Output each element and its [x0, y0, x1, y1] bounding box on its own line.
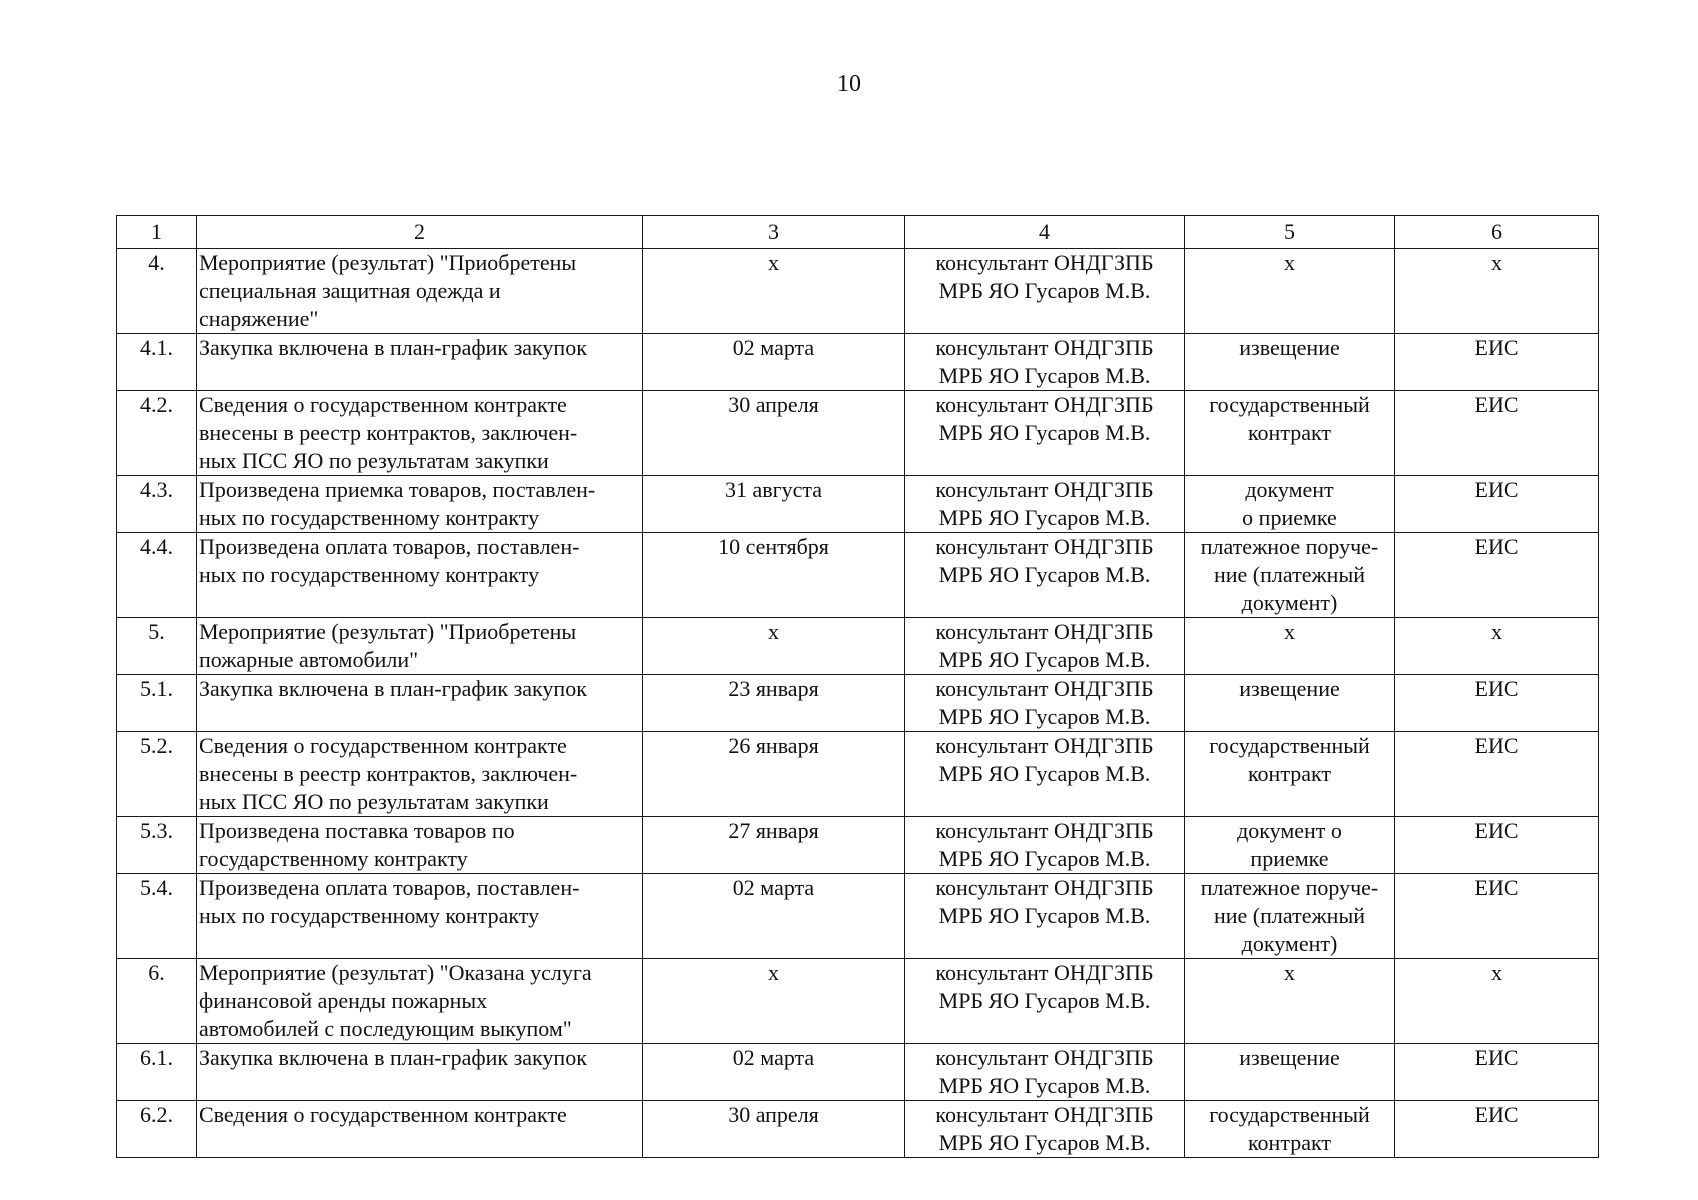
row-name-cell — [197, 874, 643, 959]
row-responsible-cell — [905, 533, 1185, 618]
row-system-cell — [1395, 959, 1599, 1044]
row-responsible: консультант ОНДГЗПБ МРБ ЯО Гусаров М.В. — [935, 534, 1154, 587]
row-responsible: консультант ОНДГЗПБ МРБ ЯО Гусаров М.В. — [935, 619, 1154, 672]
row-name-cell — [197, 334, 643, 391]
row-date-cell — [643, 732, 905, 817]
row-name-cell — [197, 391, 643, 476]
row-document: документ о приемке — [1242, 477, 1337, 530]
row-system: ЕИС — [1474, 1102, 1519, 1127]
row-number: 5.2. — [140, 733, 173, 758]
row-date-cell — [643, 874, 905, 959]
row-system-cell — [1395, 533, 1599, 618]
row-name-cell — [197, 476, 643, 533]
row-date: 30 апреля — [728, 392, 819, 417]
row-document-cell — [1185, 675, 1395, 732]
row-name: Произведена приемка товаров, поставлен- ных по государственному контракту — [199, 477, 596, 530]
row-document-cell — [1185, 533, 1395, 618]
row-responsible-cell — [905, 334, 1185, 391]
row-system: ЕИС — [1474, 335, 1519, 360]
row-name: Закупка включена в план-график закупок — [199, 676, 587, 701]
row-system-cell — [1395, 732, 1599, 817]
row-number: 5.1. — [140, 676, 173, 701]
measures-table — [116, 215, 1599, 1158]
row-date: 02 марта — [732, 1045, 815, 1070]
row-system-cell — [1395, 391, 1599, 476]
row-system: ЕИС — [1474, 392, 1519, 417]
row-responsible-cell — [905, 391, 1185, 476]
row-document: государственный контракт — [1209, 733, 1370, 786]
row-responsible-cell — [905, 1101, 1185, 1158]
row-number: 6. — [148, 960, 165, 985]
row-date: 02 марта — [732, 875, 815, 900]
row-date-cell — [643, 1044, 905, 1101]
row-document: платежное поруче- ние (платежный документ) — [1200, 534, 1379, 615]
row-responsible: консультант ОНДГЗПБ МРБ ЯО Гусаров М.В. — [935, 676, 1154, 729]
row-name-cell — [197, 675, 643, 732]
row-document: государственный контракт — [1209, 1102, 1370, 1155]
row-date-cell — [643, 1101, 905, 1158]
row-date: 26 января — [728, 733, 819, 758]
row-document-cell — [1185, 959, 1395, 1044]
row-system: ЕИС — [1474, 733, 1519, 758]
column-header: 1 — [117, 216, 197, 249]
row-date-cell — [643, 675, 905, 732]
row-document-cell — [1185, 391, 1395, 476]
row-date-cell — [643, 533, 905, 618]
table-row — [117, 334, 1599, 391]
row-system-cell — [1395, 618, 1599, 675]
row-date: 30 апреля — [728, 1102, 819, 1127]
row-document: платежное поруче- ние (платежный документ) — [1200, 875, 1379, 956]
column-header: 5 — [1185, 216, 1395, 249]
row-responsible-cell — [905, 732, 1185, 817]
row-responsible-cell — [905, 675, 1185, 732]
row-system: ЕИС — [1474, 676, 1519, 701]
row-number-cell — [117, 334, 197, 391]
row-document: государственный контракт — [1209, 392, 1370, 445]
row-name-cell — [197, 249, 643, 334]
table-row — [117, 874, 1599, 959]
row-number: 4.2. — [140, 392, 173, 417]
table-row — [117, 675, 1599, 732]
row-date-cell — [643, 959, 905, 1044]
row-name: Сведения о государственном контракте — [199, 1102, 567, 1127]
row-system: ЕИС — [1474, 477, 1519, 502]
row-name: Произведена оплата товаров, поставлен- ных по государственному контракту — [199, 534, 580, 587]
row-responsible: консультант ОНДГЗПБ МРБ ЯО Гусаров М.В. — [935, 335, 1154, 388]
row-number-cell — [117, 874, 197, 959]
column-header: 2 — [197, 216, 643, 249]
row-date-cell — [643, 391, 905, 476]
table-row — [117, 959, 1599, 1044]
row-number: 4. — [148, 250, 165, 275]
row-date: 31 августа — [724, 477, 823, 502]
row-system-cell — [1395, 675, 1599, 732]
table-row — [117, 817, 1599, 874]
row-date: х — [768, 619, 779, 644]
row-number: 4.3. — [140, 477, 173, 502]
column-header: 4 — [905, 216, 1185, 249]
row-responsible: консультант ОНДГЗПБ МРБ ЯО Гусаров М.В. — [935, 392, 1154, 445]
row-number-cell — [117, 1044, 197, 1101]
row-document-cell — [1185, 732, 1395, 817]
row-name: Закупка включена в план-график закупок — [199, 335, 587, 360]
row-date: х — [768, 960, 779, 985]
row-document-cell — [1185, 476, 1395, 533]
row-number-cell — [117, 1101, 197, 1158]
row-number: 4.4. — [140, 534, 173, 559]
table-row — [117, 533, 1599, 618]
row-responsible-cell — [905, 817, 1185, 874]
row-name: Мероприятие (результат) "Приобретены специальная защитная одежда и снаряжение" — [199, 250, 577, 331]
row-responsible: консультант ОНДГЗПБ МРБ ЯО Гусаров М.В. — [935, 250, 1154, 303]
column-header: 6 — [1395, 216, 1599, 249]
row-system-cell — [1395, 249, 1599, 334]
row-name: Сведения о государственном контракте внесены в реестр контрактов, заключен- ных ПСС ЯО по результатам закупки — [199, 392, 578, 473]
row-number: 5. — [148, 619, 165, 644]
row-document-cell — [1185, 1044, 1395, 1101]
row-date-cell — [643, 618, 905, 675]
table-row — [117, 1101, 1599, 1158]
row-document-cell — [1185, 1101, 1395, 1158]
row-document-cell — [1185, 249, 1395, 334]
row-system: х — [1491, 250, 1502, 275]
table-row — [117, 1044, 1599, 1101]
page-number: 10 — [837, 71, 861, 97]
row-name: Закупка включена в план-график закупок — [199, 1045, 587, 1070]
row-responsible: консультант ОНДГЗПБ МРБ ЯО Гусаров М.В. — [935, 875, 1154, 928]
row-date-cell — [643, 334, 905, 391]
row-document: извещение — [1239, 676, 1340, 701]
row-date: х — [768, 250, 779, 275]
row-number-cell — [117, 476, 197, 533]
row-system-cell — [1395, 1044, 1599, 1101]
row-document-cell — [1185, 618, 1395, 675]
table-header-row — [117, 216, 1599, 249]
row-date: 27 января — [728, 818, 819, 843]
table-row — [117, 732, 1599, 817]
row-system: ЕИС — [1474, 875, 1519, 900]
row-responsible: консультант ОНДГЗПБ МРБ ЯО Гусаров М.В. — [935, 1102, 1154, 1155]
row-name-cell — [197, 959, 643, 1044]
row-number: 5.3. — [140, 818, 173, 843]
row-number-cell — [117, 249, 197, 334]
row-system: ЕИС — [1474, 1045, 1519, 1070]
row-responsible: консультант ОНДГЗПБ МРБ ЯО Гусаров М.В. — [935, 477, 1154, 530]
row-system: ЕИС — [1474, 534, 1519, 559]
row-document: документ о приемке — [1237, 818, 1342, 871]
row-responsible-cell — [905, 249, 1185, 334]
row-responsible-cell — [905, 959, 1185, 1044]
row-system-cell — [1395, 817, 1599, 874]
row-date: 02 марта — [732, 335, 815, 360]
row-name-cell — [197, 817, 643, 874]
row-number-cell — [117, 533, 197, 618]
row-system-cell — [1395, 476, 1599, 533]
row-document: х — [1284, 250, 1295, 275]
row-name-cell — [197, 1044, 643, 1101]
row-document: извещение — [1239, 335, 1340, 360]
row-number-cell — [117, 675, 197, 732]
row-name-cell — [197, 533, 643, 618]
column-header: 3 — [643, 216, 905, 249]
row-system: ЕИС — [1474, 818, 1519, 843]
row-responsible: консультант ОНДГЗПБ МРБ ЯО Гусаров М.В. — [935, 1045, 1154, 1098]
row-date-cell — [643, 476, 905, 533]
row-system: х — [1491, 960, 1502, 985]
row-number: 4.1. — [140, 335, 173, 360]
row-name-cell — [197, 732, 643, 817]
row-number-cell — [117, 618, 197, 675]
row-responsible: консультант ОНДГЗПБ МРБ ЯО Гусаров М.В. — [935, 818, 1154, 871]
row-number-cell — [117, 817, 197, 874]
row-date: 23 января — [728, 676, 819, 701]
row-system: х — [1491, 619, 1502, 644]
row-responsible-cell — [905, 874, 1185, 959]
row-document: х — [1284, 960, 1295, 985]
table-row — [117, 476, 1599, 533]
row-document: извещение — [1239, 1045, 1340, 1070]
row-number-cell — [117, 391, 197, 476]
row-system-cell — [1395, 874, 1599, 959]
row-document-cell — [1185, 874, 1395, 959]
row-name: Произведена поставка товаров по государственному контракту — [199, 818, 515, 871]
row-document-cell — [1185, 817, 1395, 874]
row-number: 6.1. — [140, 1045, 173, 1070]
row-name-cell — [197, 618, 643, 675]
table-row — [117, 618, 1599, 675]
row-responsible: консультант ОНДГЗПБ МРБ ЯО Гусаров М.В. — [935, 733, 1154, 786]
row-responsible-cell — [905, 1044, 1185, 1101]
row-responsible: консультант ОНДГЗПБ МРБ ЯО Гусаров М.В. — [935, 960, 1154, 1013]
table-row — [117, 249, 1599, 334]
row-responsible-cell — [905, 618, 1185, 675]
row-name: Мероприятие (результат) "Оказана услуга финансовой аренды пожарных автомобилей с последующим выкупом" — [199, 960, 592, 1041]
row-name: Сведения о государственном контракте внесены в реестр контрактов, заключен- ных ПСС ЯО по результатам закупки — [199, 733, 578, 814]
row-date-cell — [643, 249, 905, 334]
row-date-cell — [643, 817, 905, 874]
row-responsible-cell — [905, 476, 1185, 533]
row-date: 10 сентября — [718, 534, 829, 559]
row-document-cell — [1185, 334, 1395, 391]
row-name: Произведена оплата товаров, поставлен- ных по государственному контракту — [199, 875, 580, 928]
row-number: 5.4. — [140, 875, 173, 900]
row-name-cell — [197, 1101, 643, 1158]
table-row — [117, 391, 1599, 476]
row-document: х — [1284, 619, 1295, 644]
row-name: Мероприятие (результат) "Приобретены пожарные автомобили" — [199, 619, 577, 672]
row-system-cell — [1395, 334, 1599, 391]
row-system-cell — [1395, 1101, 1599, 1158]
row-number-cell — [117, 959, 197, 1044]
row-number-cell — [117, 732, 197, 817]
row-number: 6.2. — [140, 1102, 173, 1127]
